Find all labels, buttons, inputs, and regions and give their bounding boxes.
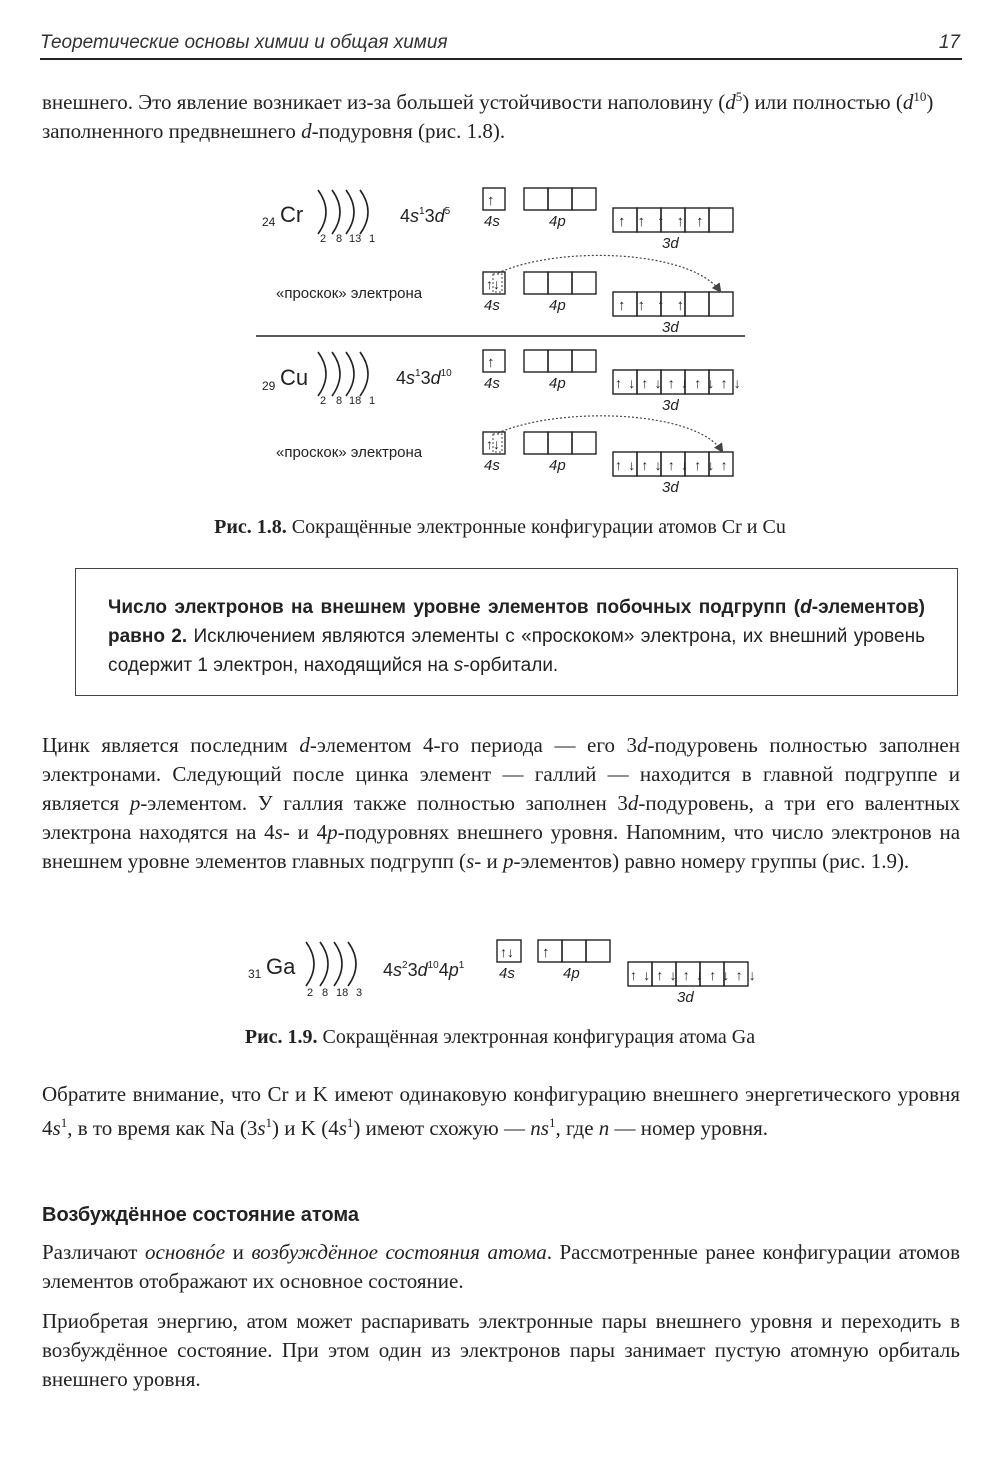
cu-4s-electron: ↑	[487, 354, 495, 371]
ga-atomic-number: 31	[248, 967, 262, 981]
info-box: Число электронов на внешнем уровне элементов побочных подгрупп (d-элементов) равно 2. Исключением являются элементы с «проскоком» электрона, их внешний уровень содержит 1 электрон, находящийся на s-орбитали.	[75, 568, 958, 696]
ga-label-3d: 3d	[677, 989, 694, 1006]
cu-jump-label-4s: 4s	[484, 457, 500, 474]
ga-4s-electrons: ↑↓	[500, 944, 514, 960]
page-number: 17	[938, 32, 960, 53]
cr-jump-label-4s: 4s	[484, 297, 500, 314]
cu-symbol: Cu	[280, 365, 309, 390]
cu-jump-3d-electrons: ↑↓↑↓↑↓↑↓↑	[615, 457, 734, 473]
cr-shell-1: 2	[320, 233, 327, 245]
cr-shell-2: 8	[336, 233, 343, 245]
cr-symbol: Cr	[280, 202, 304, 227]
cu-jump-4s-electrons: ↑↓	[486, 436, 500, 452]
cr-shell-4: 1	[369, 233, 376, 245]
cr-label-4p: 4p	[549, 213, 566, 230]
cu-shell-3: 18	[349, 395, 362, 407]
running-header	[40, 30, 962, 60]
cu-atomic-number: 29	[262, 379, 276, 393]
paragraph-intro: внешнего. Это явление возникает из-за большей устойчивости наполовину $(d^5)$ или полностью $(d^{10})$ заполненного предвнешнего d-подуровня (рис. 1.8).	[42, 89, 934, 143]
section-heading: Возбуждённое состояние атома	[42, 1204, 360, 1226]
cu-shell-2: 8	[336, 395, 343, 407]
ga-shell-4: 3	[356, 987, 363, 999]
ga-shell-arcs	[306, 942, 356, 986]
paragraph-excitation: Приобретая энергию, атом может распаривать электронные пары внешнего уровня и переходить в возбуждённое состояние. При этом один из электронов пары занимает пустую атомную орбиталь внешнего уровня.	[42, 1309, 960, 1391]
cr-shell-3: 13	[349, 233, 362, 245]
figure-1-8	[0, 170, 1000, 510]
cr-atomic-number: 24	[262, 215, 276, 229]
cu-shell-4: 1	[369, 395, 376, 407]
ga-symbol: Ga	[266, 954, 296, 979]
paragraph-attention: Обратите внимание, что Cr и K имеют одинаковую конфигурацию внешнего энергетического уровня $4s^1$, в то время как Na $(3s^1)$ и K $(4s^1)$ имеют схожую — $ns^1$, где n — номер уровня.	[42, 1082, 960, 1140]
ga-shell-3: 18	[336, 987, 349, 999]
ga-label-4s: 4s	[499, 965, 515, 982]
cu-jump-label-4p: 4p	[549, 457, 566, 474]
cr-jump-label-3d: 3d	[662, 319, 679, 336]
paragraph-zinc: Цинк является последним d-элементом 4-го периода — его 3d-подуровень полностью заполнен электронами. Следующий после цинка элемент — галлий — находится в главной подгруппе и является p-элементом. У галлия также полностью заполнен 3d-подуровень, а три его валентных электрона находятся на 4s- и 4p-подуровнях внешнего уровня. Напомним, что число электронов на внешнем уровне элементов главных подгрупп (s- и p-элементов) равно номеру группы (рис. 1.9).	[42, 733, 961, 873]
figure-1-8-caption: Рис. 1.8. Сокращённые электронные конфигурации атомов Cr и Cu	[214, 516, 786, 538]
cr-jump-3d-electrons: ↑↑↑↑	[618, 297, 696, 314]
ga-4p-electron: ↑	[542, 944, 550, 961]
cu-shell-1: 2	[320, 395, 327, 407]
ga-shell-2: 8	[322, 987, 329, 999]
cr-4s-electron: ↑	[487, 192, 495, 209]
cu-jump-arrow	[498, 416, 722, 451]
paragraph-states: Различают основнóе и возбуждённое состояния атома. Рассмотренные ранее конфигурации атомов элементов отображают их основное состояние.	[42, 1240, 960, 1293]
ga-config: $4s^23d^{10}4p^1$	[383, 960, 465, 980]
cu-label-4p: 4p	[549, 375, 566, 392]
cr-3d-electrons: ↑↑↑↑↑	[618, 213, 716, 230]
figure-1-9-caption: Рис. 1.9. Сокращённая электронная конфигурация атома Ga	[244, 1026, 756, 1048]
header-title: Теоретические основы химии и общая химия	[40, 32, 448, 53]
cr-jump-arrow	[498, 255, 720, 291]
cu-config: $4s^13d^{10}$	[396, 368, 452, 388]
cu-3d-electrons: ↑↓↑↓↑↓↑↓↑↓	[615, 375, 747, 391]
ga-shell-1: 2	[307, 987, 314, 999]
cr-jump-label: «проскок» электрона	[276, 285, 423, 302]
cr-shell-arcs	[318, 190, 368, 234]
cu-label-3d: 3d	[662, 397, 679, 414]
ga-label-4p: 4p	[563, 965, 580, 982]
cu-label-4s: 4s	[484, 375, 500, 392]
cr-label-4s: 4s	[484, 213, 500, 230]
cr-config: $4s^13d^5$	[400, 206, 451, 226]
ga-3d-electrons: ↑↓↑↓↑↓↑↓↑↓	[630, 967, 762, 983]
figure-1-9	[0, 930, 1000, 1010]
cr-label-3d: 3d	[662, 235, 679, 252]
cu-shell-arcs	[318, 352, 368, 396]
cr-jump-label-4p: 4p	[549, 297, 566, 314]
cu-jump-label-3d: 3d	[662, 479, 679, 496]
cr-jump-4s-electrons: ↑↓	[486, 276, 500, 292]
cu-jump-label: «проскок» электрона	[276, 444, 423, 461]
